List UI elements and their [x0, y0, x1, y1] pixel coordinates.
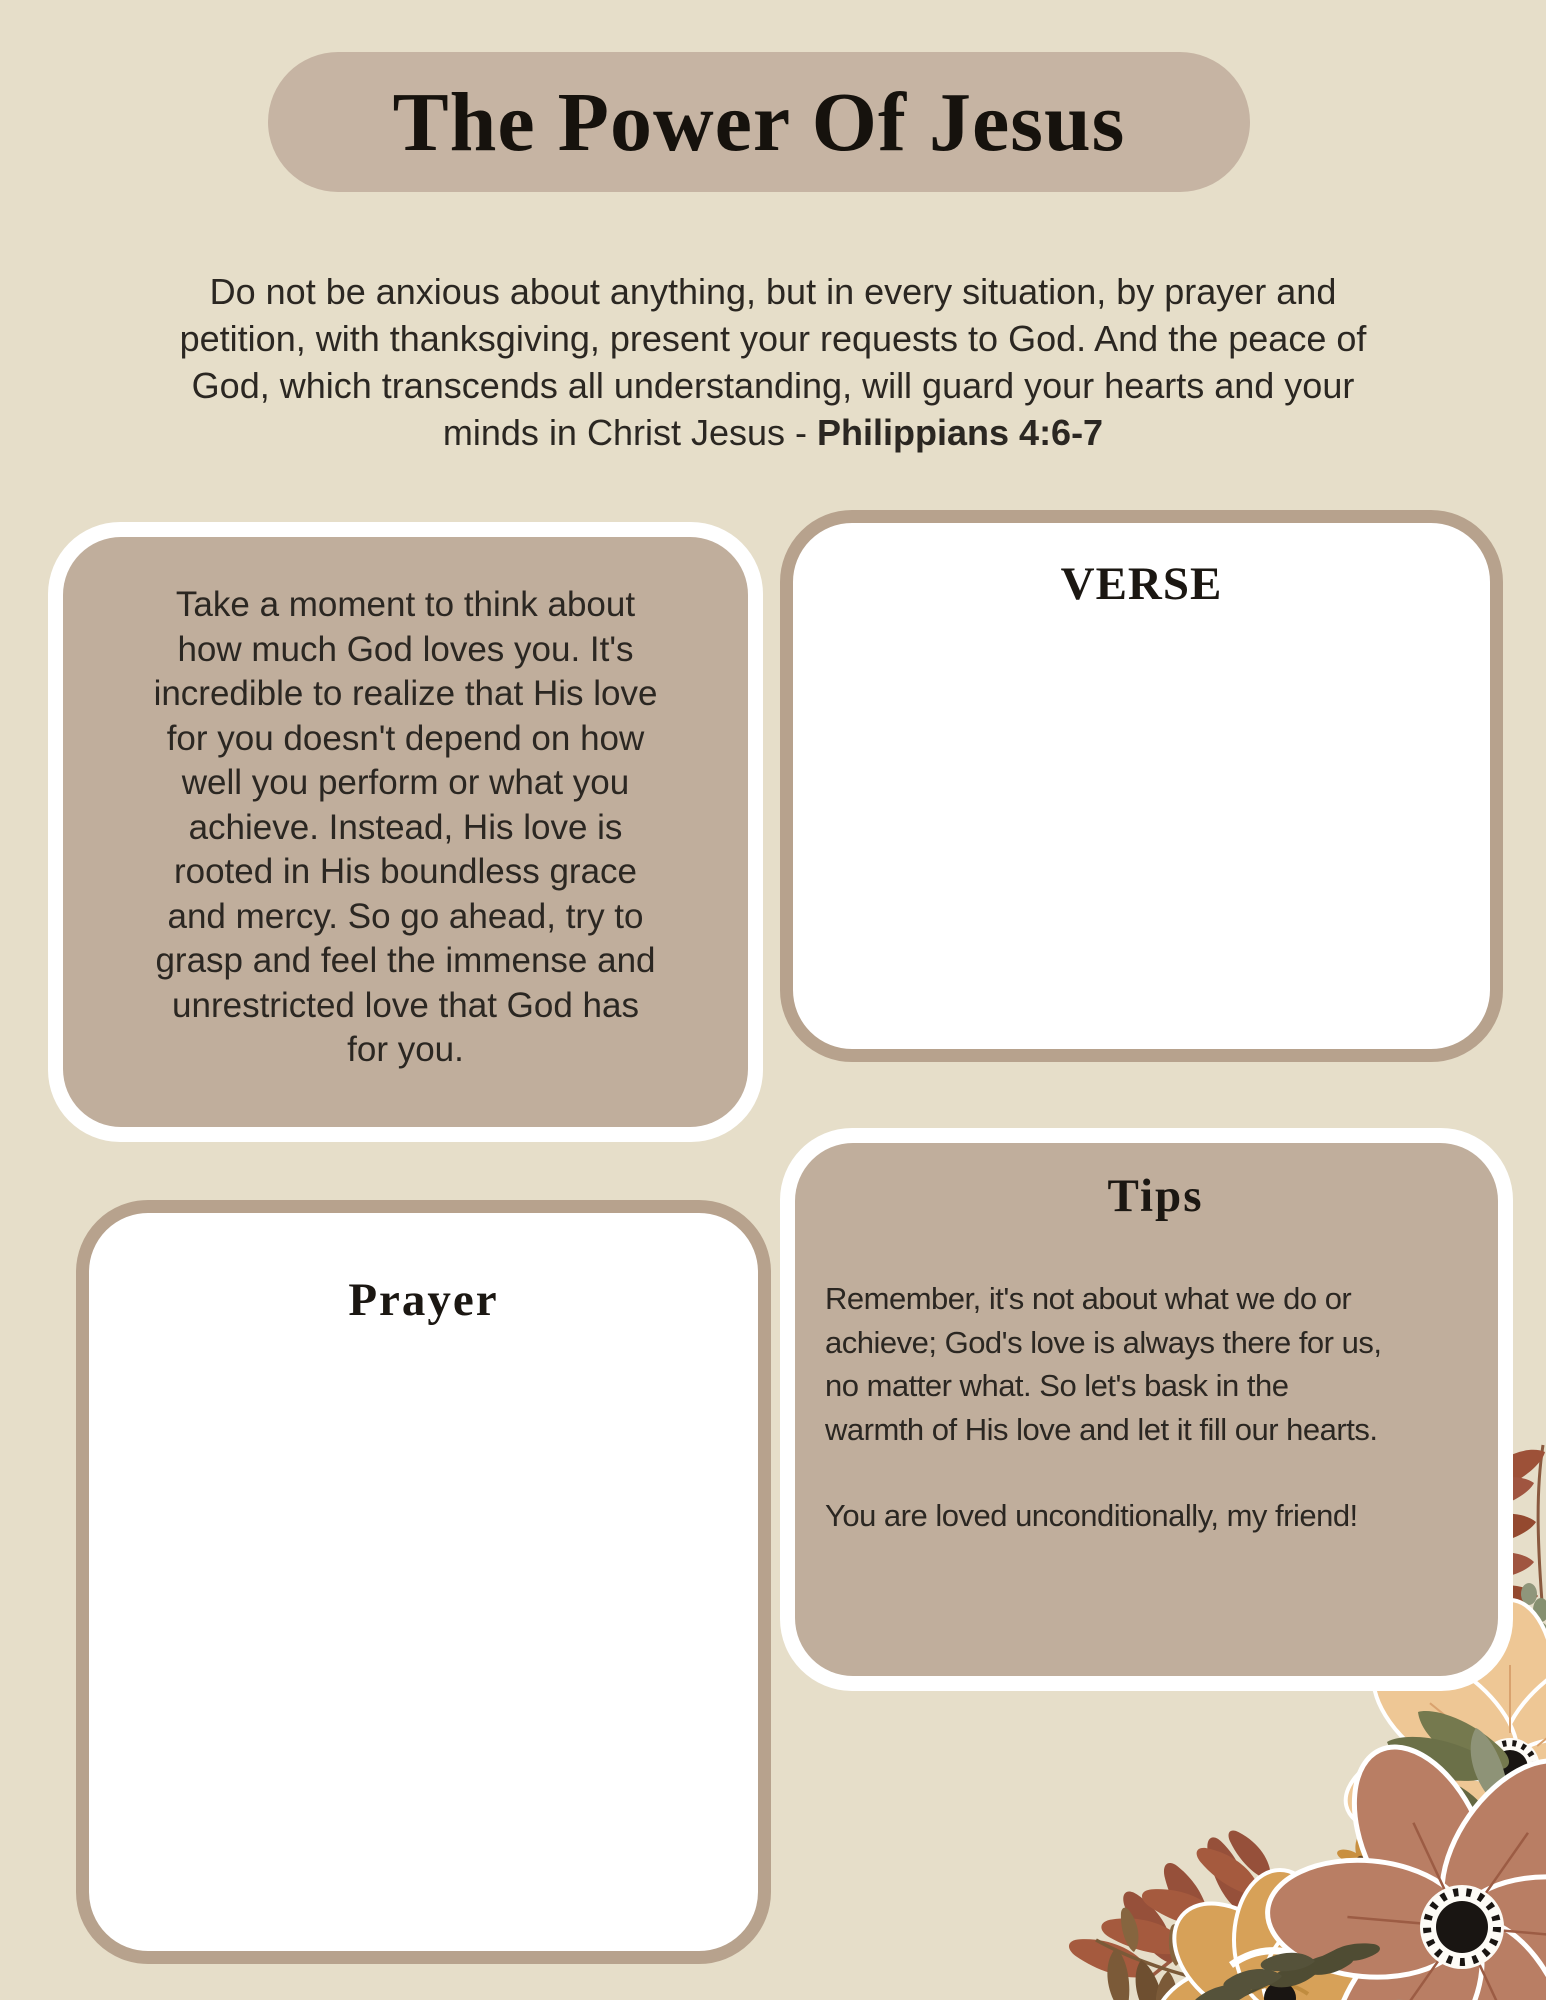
text-line: Remember, it's not about what we do or: [825, 1281, 1352, 1316]
page-title: The Power Of Jesus: [392, 75, 1126, 169]
scripture-lines: [73, 268, 1473, 409]
text-line: God, which transcends all understanding, will guard your hearts and your: [191, 365, 1355, 406]
text-line: how much God loves you. It's: [177, 629, 634, 669]
text-line: Do not be anxious about anything, but in every situation, by prayer and: [209, 271, 1337, 312]
tips-card: [780, 1128, 1513, 1691]
text-line: achieve; God's love is always there for us,: [825, 1324, 1382, 1360]
tips-card-body: [795, 1143, 1498, 1676]
text-line: and mercy. So go ahead, try to: [167, 896, 644, 936]
scripture-reference: Philippians 4:6-7: [817, 412, 1104, 453]
prayer-card: [76, 1200, 771, 1964]
verse-card: [780, 510, 1503, 1062]
prayer-heading: Prayer: [348, 1274, 499, 1326]
text-line: well you perform or what you: [181, 763, 630, 802]
text-line: grasp and feel the immense and: [155, 941, 656, 980]
scripture-last-line-text: minds in Christ Jesus -: [442, 412, 818, 453]
text-line: achieve. Instead, His love is: [188, 807, 623, 847]
text-line: incredible to realize that His love: [153, 674, 658, 713]
scripture-quote: [73, 268, 1473, 456]
text-line: for you doesn't depend on how: [166, 718, 645, 758]
text-line: Take a moment to think about: [175, 585, 636, 624]
text-line: warmth of His love and let it fill our hearts.: [825, 1411, 1378, 1447]
tips-heading: Tips: [1107, 1170, 1204, 1222]
text-line: no matter what. So let's bask in the: [825, 1368, 1289, 1403]
text-line: unrestricted love that God has: [172, 985, 639, 1025]
scripture-last-line: [73, 409, 1473, 456]
tips-text: [825, 1277, 1486, 1538]
verse-heading: VERSE: [1060, 558, 1223, 610]
tips-paragraph-2: You are loved unconditionally, my friend!: [825, 1498, 1358, 1533]
tips-paragraph-1: [825, 1277, 1486, 1451]
reflection-card: [48, 522, 763, 1142]
text-line: for you.: [347, 1030, 464, 1069]
title-banner: [268, 52, 1250, 192]
reflection-card-body: [63, 537, 748, 1127]
text-line: petition, with thanksgiving, present your requests to God. And the peace of: [179, 318, 1367, 359]
text-line: rooted in His boundless grace: [173, 852, 638, 891]
